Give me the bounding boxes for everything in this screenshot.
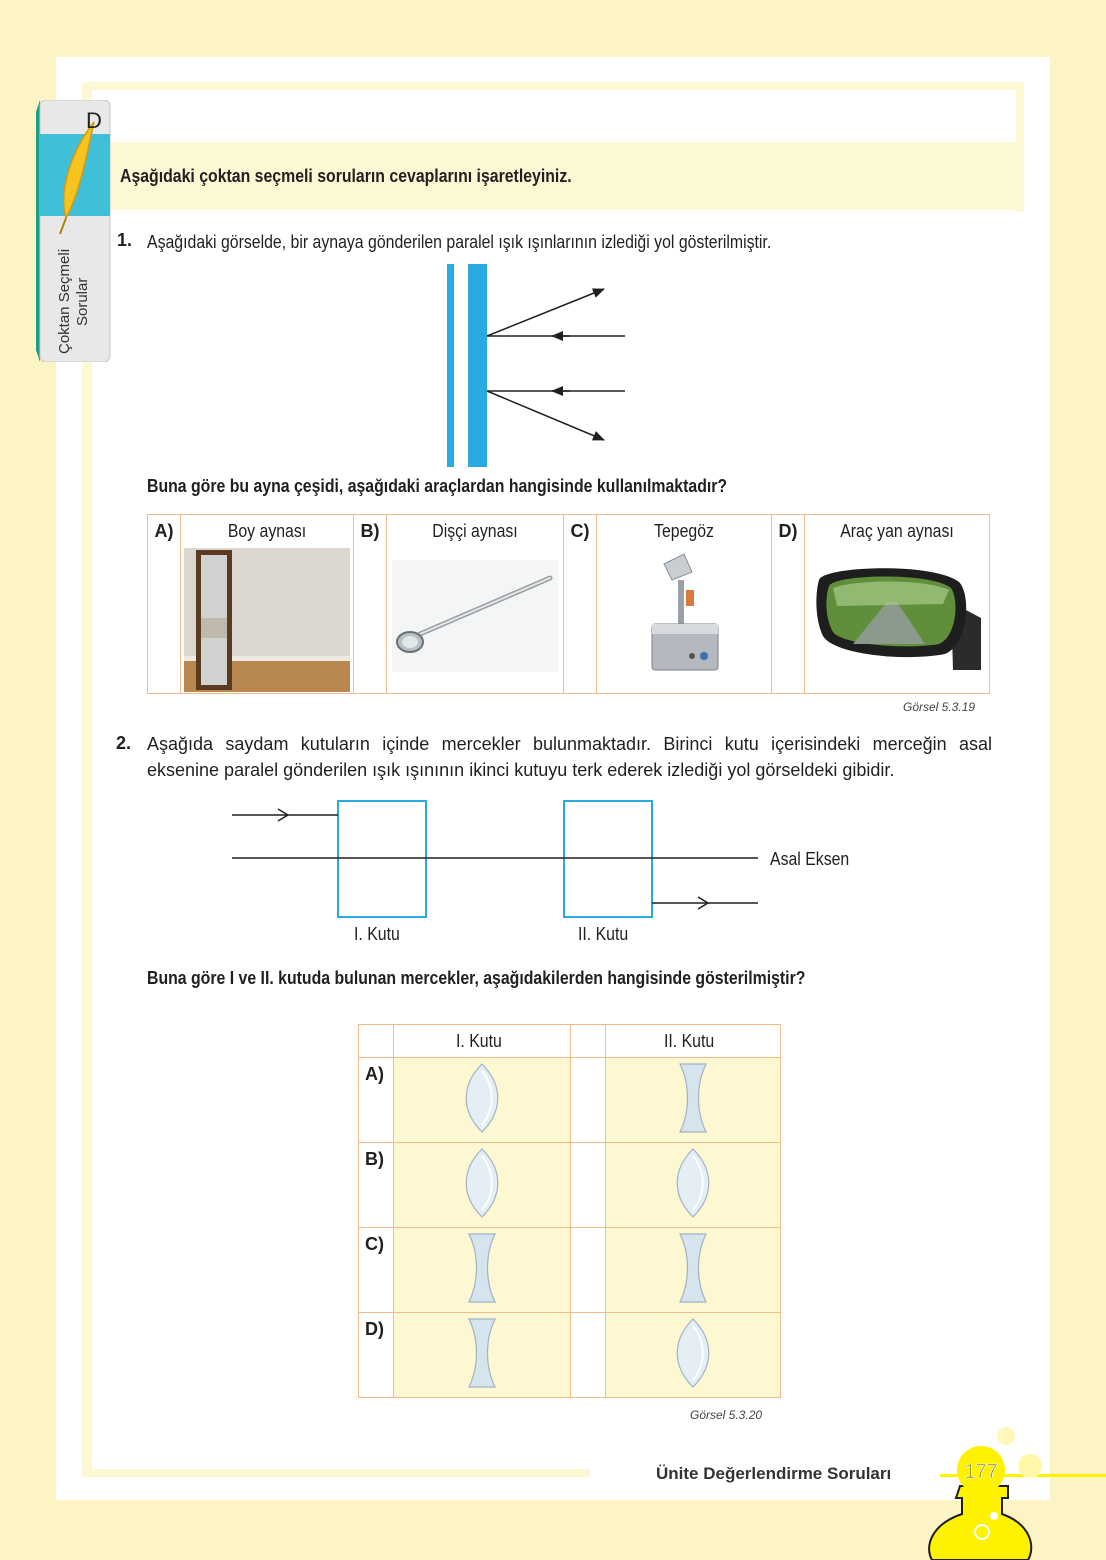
reflected-ray-1 [487, 289, 604, 336]
box-1-label: I. Kutu [354, 924, 400, 944]
q2-text: Aşağıda saydam kutuların içinde mercekler bulunmaktadır. Birinci kutu içerisindeki merceğin asal eksenine paralel gönderilen ışık ışınının ikinci kutuyu terk ederek izlediği yol görseldeki gibidir. [147, 734, 992, 780]
box-2-label: II. Kutu [578, 924, 629, 944]
axis-label: Asal Eksen [770, 849, 850, 869]
option-a-label: Boy aynası [227, 521, 307, 541]
lens-row-b[interactable] [359, 1143, 781, 1228]
convex-lens-icon [676, 1148, 710, 1218]
header-corner [359, 1025, 394, 1058]
concave-lens-icon [465, 1318, 499, 1388]
lens-row-d[interactable] [359, 1313, 781, 1398]
row-c-letter[interactable]: C) [359, 1228, 394, 1313]
reflected-ray-2 [487, 391, 604, 440]
tab-label-line2: Sorular [74, 277, 91, 326]
page-number: 177 [964, 1461, 998, 1483]
option-b-label: Dişçi aynası [432, 521, 518, 541]
q1-question: Buna göre bu ayna çeşidi, aşağıdaki araçlardan hangisinde kullanılmaktadır? [147, 476, 728, 496]
box-1 [338, 801, 426, 917]
option-b-letter[interactable]: B) [354, 515, 387, 694]
car-side-mirror-image [813, 558, 981, 670]
option-d-label: Araç yan aynası [840, 521, 954, 541]
q1-number: 1. [117, 230, 133, 250]
tab-letter: D [86, 108, 102, 133]
box-2 [564, 801, 652, 917]
flask-icon [929, 1486, 1031, 1560]
q2-number: 2. [116, 733, 132, 753]
convex-lens-icon [465, 1148, 499, 1218]
lens-row-a[interactable] [359, 1058, 781, 1143]
frame-bottom [82, 1469, 590, 1477]
q2-lens-table [358, 1024, 781, 1398]
header-box-1: I. Kutu [394, 1025, 571, 1058]
option-c-letter[interactable]: C) [564, 515, 597, 694]
tab-label [47, 216, 107, 356]
frame-top [82, 82, 1024, 90]
lens-box-diagram [228, 797, 768, 921]
overhead-projector-image [634, 550, 734, 686]
mirror-surface [468, 264, 487, 467]
option-c[interactable] [597, 515, 772, 694]
flask-page-badge [918, 1426, 1106, 1560]
concave-lens-icon [676, 1063, 710, 1133]
q2-caption: Görsel 5.3.20 [690, 1408, 763, 1422]
q1-options-table [147, 514, 990, 694]
option-d[interactable] [805, 515, 990, 694]
row-d-letter[interactable]: D) [359, 1313, 394, 1398]
header-box-2: II. Kutu [606, 1025, 781, 1058]
option-a[interactable] [181, 515, 354, 694]
concave-lens-icon [676, 1233, 710, 1303]
dental-mirror-image [392, 560, 558, 672]
option-b[interactable] [387, 515, 564, 694]
concave-lens-icon [465, 1233, 499, 1303]
option-d-letter[interactable]: D) [772, 515, 805, 694]
lens-row-c[interactable] [359, 1228, 781, 1313]
option-a-letter[interactable]: A) [148, 515, 181, 694]
row-b-letter[interactable]: B) [359, 1143, 394, 1228]
instruction: Aşağıdaki çoktan seçmeli soruların cevaplarını işaretleyiniz. [120, 166, 572, 186]
tab-label-line1: Çoktan Seçmeli [56, 248, 73, 354]
footer-title: Ünite Değerlendirme Soruları [656, 1464, 892, 1483]
mirror-diagram [440, 262, 640, 468]
header-gap [571, 1025, 606, 1058]
q1-text: Aşağıdaki görselde, bir aynaya gönderilen paralel ışık ışınlarının izlediği yol gösterilmiştir. [147, 232, 772, 252]
option-c-label: Tepegöz [654, 521, 714, 541]
convex-lens-icon [465, 1063, 499, 1133]
mirror-thin-layer [447, 264, 454, 467]
convex-lens-icon [676, 1318, 710, 1388]
q2-question: Buna göre I ve II. kutuda bulunan mercekler, aşağıdakilerden hangisinde gösterilmiştir? [147, 968, 806, 988]
full-length-mirror-image [184, 548, 350, 692]
q1-caption: Görsel 5.3.19 [903, 700, 976, 714]
row-a-letter[interactable]: A) [359, 1058, 394, 1143]
